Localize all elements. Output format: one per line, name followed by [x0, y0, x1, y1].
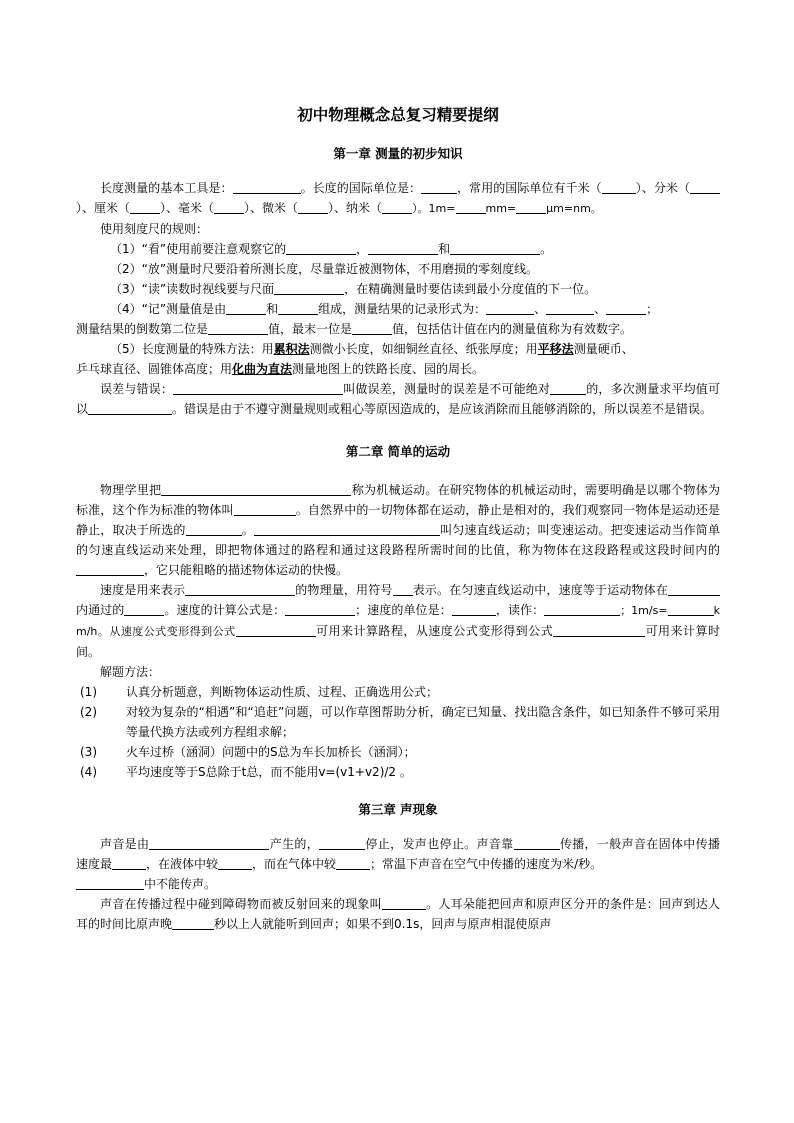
fill-blank[interactable]	[382, 201, 412, 214]
text: ，它只能粗略的描述物体运动的快慢。	[144, 563, 349, 577]
text: ；1m/s=	[620, 604, 668, 617]
fill-blank[interactable]	[236, 624, 316, 637]
text: 、	[534, 302, 547, 316]
text: ，在液体中较	[146, 857, 219, 871]
method-text: 火车过桥（涵洞）问题中的S总为车长加桥长（涵洞）；	[126, 745, 416, 759]
sound-vacuum-line	[76, 874, 720, 894]
text: nm。	[573, 202, 602, 215]
fill-blank[interactable]	[208, 322, 268, 335]
fill-blank[interactable]	[623, 624, 645, 637]
text: 运动物体在	[607, 583, 668, 597]
text: 称为机械运动。在研究物体的机械运动时，需要明确是以	[351, 483, 659, 497]
text: ；常温下声音在空气中传播的速度为	[370, 857, 563, 871]
text: ）。1m=	[412, 202, 456, 215]
fill-blank[interactable]	[226, 302, 266, 315]
text: （3）“读”读数时视线要与尺面	[110, 282, 275, 296]
chapter3-heading: 第三章 声现象	[358, 802, 438, 817]
error-paragraph	[76, 379, 720, 419]
method-item	[76, 702, 720, 742]
text: 分米（	[653, 181, 690, 195]
document-title: 初中物理概念总复习精要提纲	[297, 106, 499, 124]
rules-intro: 使用刻度尺的规则：	[100, 222, 209, 236]
fill-blank[interactable]	[186, 523, 242, 536]
echo-paragraph	[76, 894, 720, 934]
text: 测微小长度，如细铜丝直径、纸张厚度；用	[309, 342, 538, 356]
text: 哪个物体为标准，这个作为标准的物体叫	[76, 483, 720, 517]
text: 米/秒。	[562, 857, 603, 871]
text: ）、微米（	[244, 201, 299, 215]
fill-blank[interactable]	[382, 897, 426, 910]
fill-blank[interactable]	[456, 201, 486, 214]
fill-blank[interactable]	[286, 242, 356, 255]
text: 可用来计算时间。	[76, 624, 720, 659]
method-number: (1)	[80, 685, 97, 699]
text: 。自然界中的一切物体都在运动，静止是相对的，我	[295, 503, 575, 517]
fill-blank[interactable]	[452, 603, 496, 616]
fill-blank[interactable]	[130, 201, 160, 214]
fill-blank[interactable]	[76, 877, 144, 890]
fill-blank[interactable]	[185, 583, 295, 596]
text: 叫匀速直线运动；	[439, 523, 538, 537]
fill-blank[interactable]	[514, 837, 560, 850]
text: 值，最末一位是	[268, 322, 353, 336]
text: 长度测量的基本工具是：	[100, 181, 233, 195]
fill-blank[interactable]	[112, 857, 146, 870]
fill-blank[interactable]	[274, 282, 344, 295]
method-list	[76, 682, 720, 782]
fill-blank[interactable]	[233, 181, 301, 194]
fill-blank[interactable]	[234, 503, 296, 516]
text: 作：	[520, 603, 545, 617]
fill-blank[interactable]	[668, 603, 714, 616]
text: ，在精确测量时要估读到最小分度值的下一位。	[344, 282, 597, 296]
text: 。错误是由于不遵守测量规则或粗心等原因造成的，是应该消除而	[172, 402, 521, 416]
fill-blank[interactable]	[546, 302, 594, 315]
text: 可用来计算路程，从速度	[315, 624, 454, 638]
fill-blank[interactable]	[486, 302, 534, 315]
fill-blank[interactable]	[285, 603, 355, 616]
fill-blank[interactable]	[393, 583, 413, 596]
method-text: 对较为复杂的“相遇”和“追赶”问题，可以作草图帮助分析，确定已知量、找出隐含条件，如已知条件不够可采用等量代换方法或列方程组求解；	[126, 705, 720, 739]
text: 。人耳朵能把回声和原声区分开的条件	[425, 897, 635, 911]
fill-blank[interactable]	[516, 201, 546, 214]
text: 叫变速运动。把变速运动当作简单的匀速直线运动来处理，即把物体通过的路程和通过这段路程所需时间	[76, 523, 720, 557]
fill-blank[interactable]	[602, 181, 636, 194]
method-item	[76, 762, 720, 782]
text: μm=	[546, 202, 574, 215]
text: ）、厘米（	[76, 201, 131, 215]
text: ，而在气体中较	[252, 857, 337, 871]
text: 。	[241, 523, 254, 537]
fill-blank[interactable]	[690, 181, 720, 194]
fill-blank[interactable]	[149, 837, 269, 850]
text: ）、纳米（	[328, 201, 383, 215]
fill-blank[interactable]	[76, 563, 144, 576]
text: 的，多	[586, 382, 623, 396]
text: mm=	[485, 202, 517, 215]
sound-paragraph	[76, 834, 720, 874]
text: 测量硬币、	[573, 342, 634, 356]
fill-blank[interactable]	[336, 857, 370, 870]
text: 速度是用来表示	[100, 583, 186, 597]
rule-5-cont	[76, 359, 720, 379]
fill-blank[interactable]	[544, 603, 620, 616]
fill-blank[interactable]	[668, 583, 720, 596]
fill-blank[interactable]	[173, 382, 343, 395]
text: 和	[438, 242, 451, 256]
chapter1-length-paragraph	[76, 178, 720, 219]
method-intro: 解题方法：	[100, 665, 161, 679]
fill-blank[interactable]	[606, 302, 646, 315]
text: ，	[356, 242, 369, 256]
rule-3	[76, 279, 720, 299]
rule-4-cont	[76, 319, 720, 339]
text: 停止，发声也停止。声音靠	[365, 837, 514, 851]
fill-blank[interactable]	[214, 201, 244, 214]
text: 且能够消除的，所以误差不是错误。	[520, 402, 713, 416]
method-term: 化曲为直法	[232, 362, 293, 376]
method-number: (4)	[80, 765, 97, 779]
document-page	[76, 104, 720, 934]
text: 和	[266, 302, 279, 316]
text: ，常用的国际单位有千米（	[457, 181, 602, 195]
text: 、	[594, 302, 607, 316]
text: 声音是由	[100, 837, 150, 851]
text: （4）“记”测量值是由	[110, 302, 227, 316]
text: 测量结果的倒数第二位是	[76, 322, 209, 336]
fill-blank[interactable]	[278, 302, 318, 315]
text: 乒乓球直径、圆锥体高度；用	[76, 362, 233, 376]
rule-2: （2）“放”测量时尺要沿着所测长度，尽量靠近被测物体，不用磨损的零刻度线。	[110, 262, 539, 276]
text: 值，包括估计值在内的测量值称为有效数字。	[392, 322, 633, 336]
fill-blank[interactable]	[553, 624, 623, 637]
fill-blank[interactable]	[550, 382, 586, 395]
text: 测量地图上的铁路长度、园的周长。	[292, 362, 485, 376]
method-number: (3)	[80, 745, 97, 759]
text: 公式变形得到公式	[453, 624, 554, 638]
text: 是：回声到达人耳的时间比原声晚	[76, 897, 720, 931]
text: 物理学里把	[100, 483, 162, 497]
text: ）、毫米（	[160, 201, 215, 215]
fill-blank[interactable]	[172, 917, 214, 930]
text: 次测量求平均值可以	[76, 382, 720, 416]
text: km/h。从速度公式变形得到公式	[76, 604, 720, 638]
fill-blank[interactable]	[319, 837, 365, 850]
motion-paragraph	[76, 480, 720, 580]
text: 们观察同一物体是运动还是静止，取决于所选的	[76, 503, 720, 537]
fill-blank[interactable]	[124, 603, 164, 616]
text: 产生的，	[269, 837, 320, 851]
chapter1-heading: 第一章 测量的初步知识	[333, 146, 463, 161]
text: 在固体中传播速度最	[76, 837, 720, 871]
text: ；速度的单位是：	[355, 603, 452, 617]
rule-5	[76, 339, 720, 359]
text: 。	[540, 242, 553, 256]
text: ，读	[495, 603, 521, 617]
text: （5）长度测量的特殊方法：用	[110, 342, 274, 356]
text: 内通过的	[76, 603, 125, 617]
text: 表示。在匀速直线运动中，速度等于	[412, 583, 608, 597]
text: 的物理量，用符号	[295, 583, 393, 597]
text: ）、	[635, 181, 654, 195]
fill-blank[interactable]	[368, 242, 438, 255]
fill-blank[interactable]	[450, 242, 540, 255]
method-text: 认真分析题意，判断物体运动性质、过程、正确选用公式；	[126, 685, 439, 699]
rule-1	[76, 239, 720, 259]
method-term: 平移法	[537, 342, 574, 356]
method-text: 平均速度等于S总除于t总，而不能用v=(v1+v2)/2 。	[126, 765, 412, 779]
fill-blank[interactable]	[161, 483, 351, 496]
text: （1）“看”使用前要注意观察它的	[110, 242, 287, 256]
text: 声音在传播过程中碰到障碍物而被反射回来的现象叫	[100, 897, 382, 911]
method-item	[76, 682, 720, 702]
fill-blank[interactable]	[218, 857, 252, 870]
text: 秒以上人就能听到回声；如果不到0.1s，回声与原声相混使原声	[214, 917, 552, 931]
fill-blank[interactable]	[298, 201, 328, 214]
rule-4	[76, 299, 720, 319]
text: 传播，一般声音	[559, 837, 647, 851]
method-term: 累积法	[273, 342, 310, 356]
text: 叫做误差，测量时的误差是不可能绝对	[343, 382, 551, 396]
fill-blank[interactable]	[421, 181, 457, 194]
method-item	[76, 742, 720, 762]
fill-blank[interactable]	[352, 322, 392, 335]
text: 误差与错误：	[100, 382, 174, 396]
text: 。长度的国际单位是：	[300, 181, 422, 195]
fill-blank[interactable]	[254, 523, 440, 536]
speed-paragraph	[76, 580, 720, 662]
fill-blank[interactable]	[88, 402, 172, 415]
method-number: (2)	[80, 705, 97, 719]
chapter2-heading: 第二章 简单的运动	[345, 444, 451, 459]
text: 组成，测量结果的记录形式为：	[318, 302, 487, 316]
text: 中不能传声。	[144, 877, 217, 891]
text: 。速度的计算公式是：	[164, 603, 286, 617]
text: 的比值，称为物体在这段路程或这段时间内的	[467, 543, 720, 557]
text: ；	[646, 302, 659, 316]
